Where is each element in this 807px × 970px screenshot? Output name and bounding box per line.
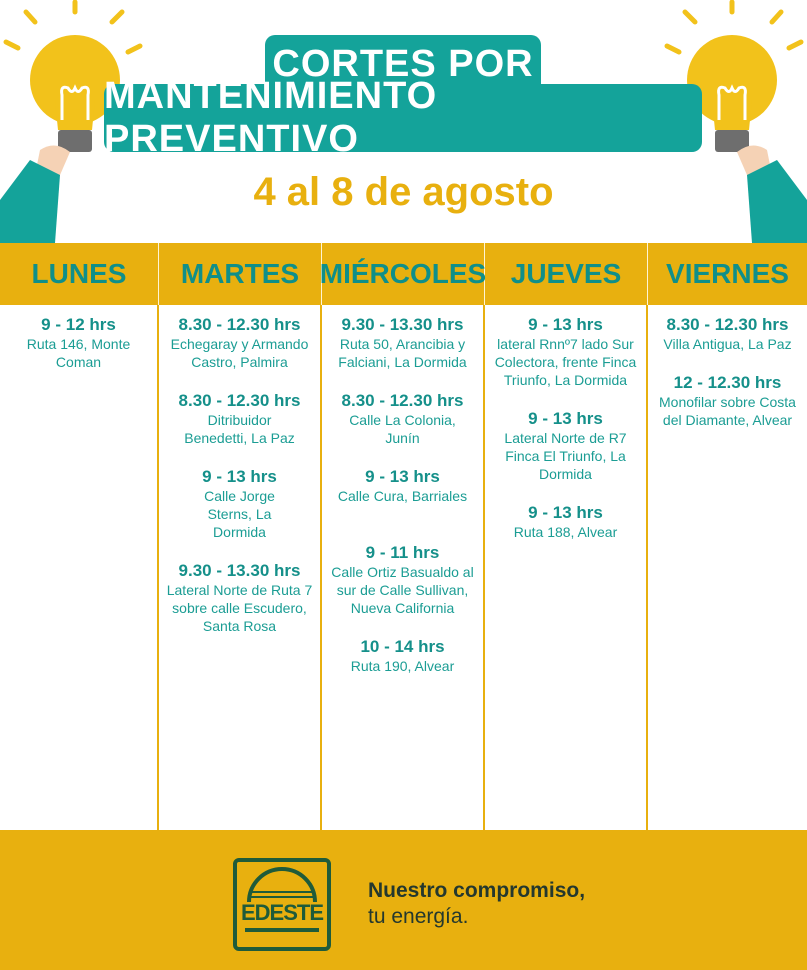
header — [0, 0, 807, 243]
list-item — [485, 409, 646, 483]
column-miercoles — [322, 305, 485, 830]
entry-time: 9.30 - 13.30 hrs — [178, 561, 301, 580]
entry-place: Ruta 190, Alvear — [350, 658, 455, 674]
title-line-1: CORTES POR — [265, 35, 541, 93]
entry-place: Ruta 188, Alvear — [513, 524, 618, 540]
entry-time: 9 - 13 hrs — [528, 409, 603, 428]
entry-place: Monofilar sobre Costa del Diamante, Alvear — [659, 394, 796, 428]
list-item — [322, 467, 483, 505]
entry-place: Calle Ortiz Basualdo al sur de Calle Sullivan, Nueva California — [331, 564, 474, 616]
slogan — [368, 878, 585, 930]
list-item — [322, 637, 483, 675]
column-lunes — [0, 305, 159, 830]
title-line-2: MANTENIMIENTO PREVENTIVO — [104, 84, 702, 152]
date-range: 4 al 8 de agosto — [253, 170, 554, 214]
list-item — [485, 315, 646, 389]
logo-underline — [245, 928, 319, 932]
day-header-lunes: LUNES — [0, 243, 159, 305]
edeste-logo — [233, 858, 331, 951]
entry-place: Calle Cura, Barriales — [337, 488, 468, 504]
list-item — [322, 315, 483, 371]
entry-place: lateral Rnnº7 lado Sur Colectora, frente Finca Triunfo, La Dormida — [494, 336, 637, 388]
list-item — [648, 315, 807, 353]
day-header-jueves: JUEVES — [485, 243, 648, 305]
column-martes — [159, 305, 322, 830]
entry-place: Lateral Norte de R7 Finca El Triunfo, La Dormida — [504, 430, 627, 482]
day-header-martes: MARTES — [159, 243, 322, 305]
entry-time: 12 - 12.30 hrs — [673, 373, 782, 392]
entry-time: 9.30 - 13.30 hrs — [341, 315, 464, 334]
entry-time: 10 - 14 hrs — [360, 637, 445, 656]
days-header-bar — [0, 243, 807, 305]
entry-place: Villa Antigua, La Paz — [663, 336, 792, 352]
entry-place: Lateral Norte de Ruta 7 sobre calle Escudero, Santa Rosa — [166, 582, 313, 634]
slogan-line-1: Nuestro compromiso, — [368, 879, 586, 902]
day-header-viernes: VIERNES — [666, 258, 789, 289]
list-item — [159, 467, 320, 541]
entry-time: 9 - 13 hrs — [202, 467, 277, 486]
schedule-grid — [0, 305, 807, 830]
footer — [0, 830, 807, 970]
entry-time: 9 - 12 hrs — [41, 315, 116, 334]
list-item — [0, 315, 157, 371]
column-viernes — [648, 305, 807, 830]
entry-place: Calle La Colonia, Junín — [349, 412, 456, 446]
list-item — [648, 373, 807, 429]
entry-time: 9 - 11 hrs — [365, 543, 440, 562]
entry-time: 9 - 13 hrs — [528, 315, 603, 334]
list-item — [159, 391, 320, 447]
list-item — [322, 543, 483, 617]
entry-time: 9 - 13 hrs — [365, 467, 440, 486]
logo-text: EDESTE — [240, 900, 324, 925]
entry-place: Ruta 50, Arancibia y Falciani, La Dormida — [338, 336, 467, 370]
column-jueves — [485, 305, 648, 830]
entry-place: Ruta 146, Monte Coman — [26, 336, 131, 370]
slogan-line-2: tu energía. — [368, 905, 469, 928]
entry-time: 8.30 - 12.30 hrs — [178, 315, 301, 334]
entry-place: Echegaray y Armando Castro, Palmira — [170, 336, 309, 370]
list-item — [159, 561, 320, 635]
list-item — [322, 391, 483, 447]
list-item — [485, 503, 646, 541]
list-item — [159, 315, 320, 371]
entry-time: 8.30 - 12.30 hrs — [666, 315, 789, 334]
entry-place: Calle Jorge Sterns, La Dormida — [204, 488, 275, 540]
day-header-miercoles: MIÉRCOLES — [322, 243, 485, 305]
entry-time: 9 - 13 hrs — [528, 503, 603, 522]
entry-time: 8.30 - 12.30 hrs — [341, 391, 464, 410]
entry-place: Ditribuidor Benedetti, La Paz — [184, 412, 295, 446]
entry-time: 8.30 - 12.30 hrs — [178, 391, 301, 410]
